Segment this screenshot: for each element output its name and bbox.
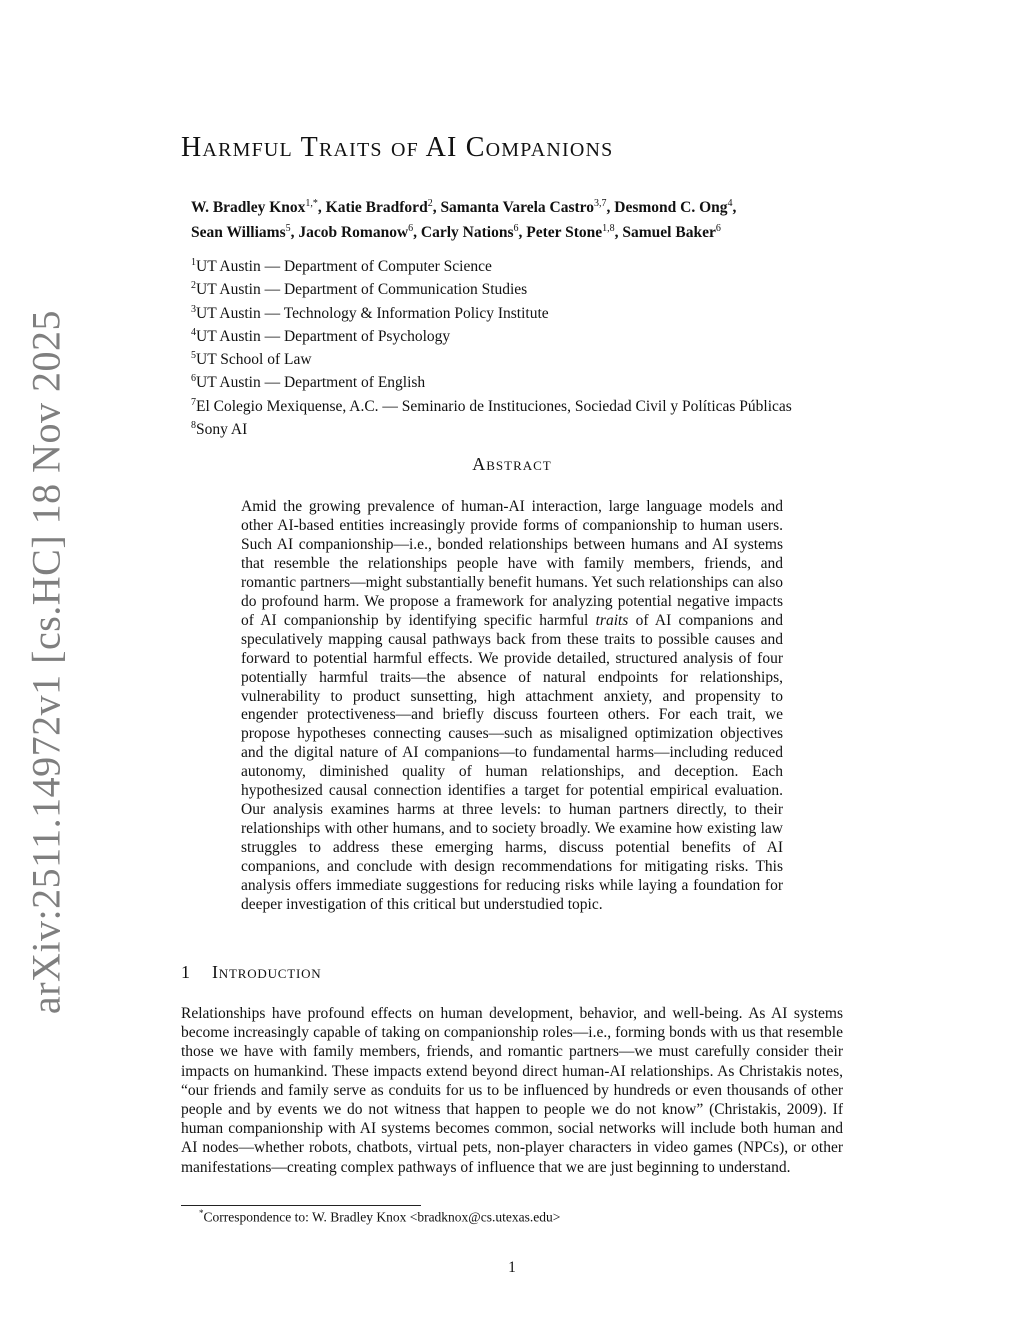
affiliation-number: 7 [191, 396, 196, 408]
affiliation-text: UT Austin — Department of Psychology [196, 327, 451, 345]
footnote-rule [181, 1205, 421, 1206]
affiliation-text: Sony AI [196, 420, 248, 438]
affiliation [191, 416, 792, 439]
affiliation-text: UT Austin — Department of Computer Science [196, 258, 492, 276]
affiliation-number: 6 [191, 373, 196, 385]
abstract-text: of AI companions and speculatively mapping causal pathways back from these traits to possible causes and forward to potential harmful effects. We provide detailed, structured analysis of four potentially harmful traits—the absence of natural endpoints for relationships, vulnerability to product sunsetting, high attachment anxiety, and propensity to engender protectiveness—and briefly discuss fourteen others. For each trait, we propose hypotheses connecting causes—such as misaligned optimization objectives and the digital nature of AI companions—to fundamental harms—including reduced autonomy, diminished quality of human relationships, and deception. Each hypothesized causal connection identifies a target for potential empirical evaluation. Our analysis examines harms at three levels: to human partners directly, to their relationships with other humans, and to society broadly. We examine how existing law struggles to address these emerging harms, discuss potential benefits of AI companions, and conclude with design recommendations for mitigating risks. This analysis offers immediate suggestions for reducing risks while laying a foundation for deeper investigation of this critical but understudied topic. [241, 611, 784, 914]
author-name: Samanta Varela Castro [440, 199, 595, 217]
affiliation-text: UT Austin — Technology & Information Policy Institute [196, 304, 549, 322]
author-affil-mark: 6 [513, 223, 519, 235]
footnote-text: Correspondence to: W. Bradley Knox <bradknox@cs.utexas.edu> [203, 1209, 561, 1225]
author-affil-mark: 1,* [305, 198, 318, 209]
author-list: W. Bradley Knox$^{1,*}$, Katie Bradford$^2$, Samanta Varela Castro$^{3,7}$, Desmond C. Ong$^4$, Sean Williams$^5$, Jacob Romanow$^6$, Carly Nations$^6$, Peter Stone$^{1,8}$, Samuel Baker$^6$ [191, 198, 737, 242]
affiliation-text: El Colegio Mexiquense, A.C. — Seminario de Instituciones, Sociedad Civil y Políticas Públicas [196, 397, 792, 415]
affiliation [191, 346, 792, 369]
author-affil-mark: 1,8 [602, 223, 615, 235]
arxiv-watermark: arXiv:2511.14972v1 [cs.HC] 18 Nov 2025 [23, 309, 69, 1015]
affiliation [191, 393, 792, 416]
affiliation-number: 8 [191, 419, 196, 431]
author-affil-mark: 6 [715, 223, 721, 235]
affiliation-list [191, 253, 792, 439]
page-number: 1 [508, 1259, 516, 1276]
paper-title: Harmful Traits of AI Companions [181, 132, 614, 163]
section-number: 1 [181, 962, 191, 982]
abstract-heading: Abstract [472, 454, 552, 474]
author-name: Desmond C. Ong [614, 199, 728, 217]
abstract-body [241, 498, 783, 915]
abstract-text: Amid the growing prevalence of human-AI interaction, large language models and other AI-based entities increasingly provide forms of companionship to human users. Such AI companionship—i.e., bonded relationships between humans and AI systems that resemble the relationships people have with family members, friends, and romantic partners—might substantially benefit humans. Yet such relationships can also do profound harm. We propose a framework for analyzing potential negative impacts of AI companionship by identifying specific harmful [241, 498, 783, 629]
author-name: Carly Nations [420, 224, 514, 242]
section-heading [181, 962, 321, 983]
affiliation-text: UT Austin — Department of English [196, 374, 426, 392]
affiliation [191, 369, 792, 392]
introduction-paragraph: Relationships have profound effects on human development, behavior, and well-being. As AI systems become increasingly capable of taking on companionship roles—i.e., forming bonds with us that resemble those we have with family members, friends, and romantic partners—we must carefully consider their impacts on humankind. These impacts extend beyond direct human-AI relationships. As Christakis notes, “our friends and family serve as conduits for us to be influenced by hundreds or even thousands of other people and by events we do not witness that happen to people we do not know” (Christakis, 2009). If human companionship with AI systems becomes common, social networks will include both human and AI nodes—whether robots, chatbots, virtual pets, non-player characters in video games (NPCs), or other manifestations—creating complex pathways of influence that we are just beginning to understand. [181, 1005, 843, 1176]
author-affil-mark: 5 [285, 223, 291, 235]
author-name: W. Bradley Knox [191, 199, 306, 217]
author-name: Jacob Romanow [298, 224, 409, 242]
footnote [199, 1208, 560, 1226]
affiliation [191, 276, 792, 299]
affiliation-number: 1 [191, 257, 196, 268]
affiliation [191, 300, 792, 323]
affiliation-number: 2 [191, 280, 196, 292]
author-name: Peter Stone [526, 224, 603, 242]
affiliation-number: 3 [191, 303, 196, 315]
author-name: Samuel Baker [622, 224, 716, 242]
affiliation [191, 253, 792, 276]
affiliation-text: UT Austin — Department of Communication Studies [196, 281, 528, 299]
affiliation-number: 5 [191, 350, 196, 361]
abstract-emphasis: traits [595, 611, 629, 629]
footnote-mark: * [199, 1208, 204, 1218]
author-affil-mark: 4 [727, 198, 733, 209]
author-name: Katie Bradford [325, 199, 428, 217]
affiliation-text: UT School of Law [196, 351, 312, 369]
affiliation [191, 323, 792, 346]
author-name: Sean Williams [191, 224, 286, 242]
section-title: Introduction [212, 962, 322, 982]
author-affil-mark: 2 [427, 198, 433, 209]
affiliation-number: 4 [191, 326, 196, 338]
author-affil-mark: 3,7 [594, 198, 607, 209]
author-affil-mark: 6 [408, 223, 414, 235]
